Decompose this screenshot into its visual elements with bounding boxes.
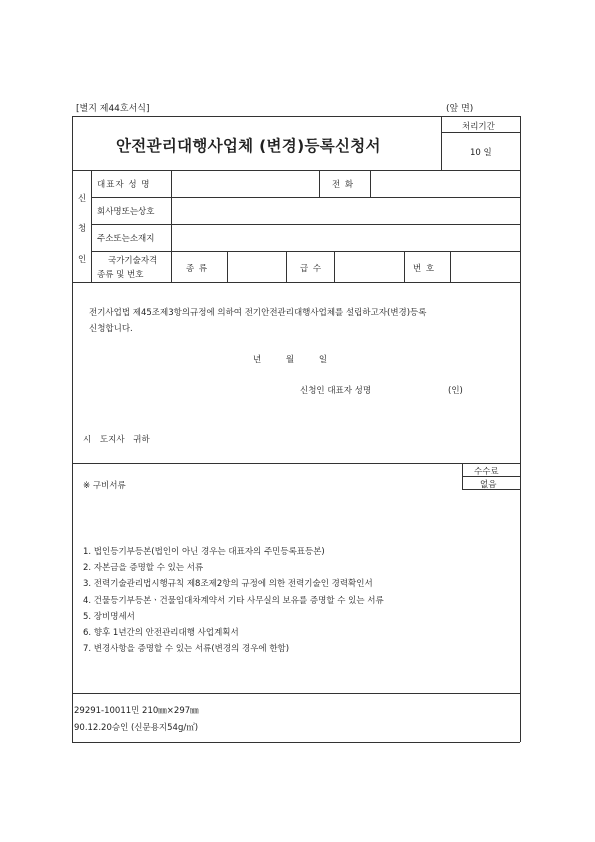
date-line: 년 월 일 xyxy=(253,355,328,365)
rule-fee-left xyxy=(462,463,463,489)
applicant-signature-label: 신청인 대표자 성명 xyxy=(300,386,372,396)
processing-period-label: 처리기간 xyxy=(462,122,495,132)
section-char-2: 청 xyxy=(78,224,87,234)
rule-period-left xyxy=(441,116,442,170)
rule-top xyxy=(72,116,520,117)
company-name-field[interactable] xyxy=(172,198,519,223)
section-char-1: 신 xyxy=(78,194,87,204)
document-item: 6. 향후 1년간의 안전관리대행 사업계획서 xyxy=(83,628,239,638)
document-item: 2. 자본금을 증명할 수 있는 서류 xyxy=(83,563,204,573)
document-item: 4. 건물등기부등본ㆍ건물임대차계약서 기타 사무실의 보유를 증명할 수 있는 서류 xyxy=(83,596,384,606)
address-field[interactable] xyxy=(172,225,519,250)
document-item: 5. 장비명세서 xyxy=(83,612,135,622)
license-grade-field[interactable] xyxy=(335,252,403,281)
rule-number-left xyxy=(404,251,405,282)
rule-period-divider xyxy=(441,132,520,133)
rule-statement-bottom xyxy=(72,463,520,464)
section-char-3: 인 xyxy=(78,255,87,265)
rule-phone-left xyxy=(319,170,320,197)
document-item: 1. 법인등기부등본(법인이 아닌 경우는 대표자의 주민등록표등본) xyxy=(83,547,325,557)
rule-right xyxy=(520,116,521,742)
document-item: 3. 전력기술관리법시행규칙 제8조제2항의 규정에 의한 전력기술인 경력확인서 xyxy=(83,579,373,589)
rule-section-col xyxy=(91,170,92,282)
seal-mark: (인) xyxy=(448,386,463,396)
license-number-label: 번 호 xyxy=(413,264,436,274)
rule-grade-left xyxy=(286,251,287,282)
rule-left xyxy=(72,116,73,742)
footer-approval-line: 90.12.20승인 (신문용지54g/㎡) xyxy=(74,723,199,733)
license-label-line2: 종류 및 번호 xyxy=(97,270,144,280)
license-grade-label: 급 수 xyxy=(300,264,323,274)
fee-value: 없음 xyxy=(480,480,497,490)
phone-field[interactable] xyxy=(371,171,519,196)
page-side-label: (앞 면) xyxy=(446,104,474,114)
license-number-field[interactable] xyxy=(451,252,519,281)
documents-heading: ※ 구비서류 xyxy=(83,481,126,491)
fee-label: 수수료 xyxy=(474,467,499,477)
rule-applicant-bottom xyxy=(72,282,520,283)
statement-line-2: 신청합니다. xyxy=(89,324,133,334)
document-item: 7. 변경사항을 증명할 수 있는 서류(변경의 경우에 한함) xyxy=(83,644,290,654)
company-name-label: 회사명또는상호 xyxy=(97,207,155,217)
phone-label: 전 화 xyxy=(332,180,355,190)
license-type-field[interactable] xyxy=(228,252,285,281)
address-label: 주소또는소재지 xyxy=(97,234,155,244)
representative-name-field[interactable] xyxy=(172,171,318,196)
license-label-line1: 국가기술자격 xyxy=(108,256,158,266)
form-title: 안전관리대행사업체 (변경)등록신청서 xyxy=(116,137,381,155)
rule-docs-bottom xyxy=(72,693,520,694)
signature-field[interactable] xyxy=(392,381,442,397)
rule-bottom xyxy=(72,742,520,743)
recipient-line: 시 도지사 귀하 xyxy=(83,435,150,445)
representative-name-label: 대표자 성 명 xyxy=(97,180,151,190)
form-number: [별지 제44호서식] xyxy=(76,104,150,114)
footer-code-line: 29291-10011민 210㎜×297㎜ xyxy=(74,706,199,716)
processing-period-value: 10 일 xyxy=(470,148,492,158)
statement-line-1: 전기사업법 제45조제3항의규정에 의하여 전기안전관리대행사업체를 설립하고자(변경)등록 xyxy=(89,308,427,318)
license-type-label: 종 류 xyxy=(186,264,209,274)
